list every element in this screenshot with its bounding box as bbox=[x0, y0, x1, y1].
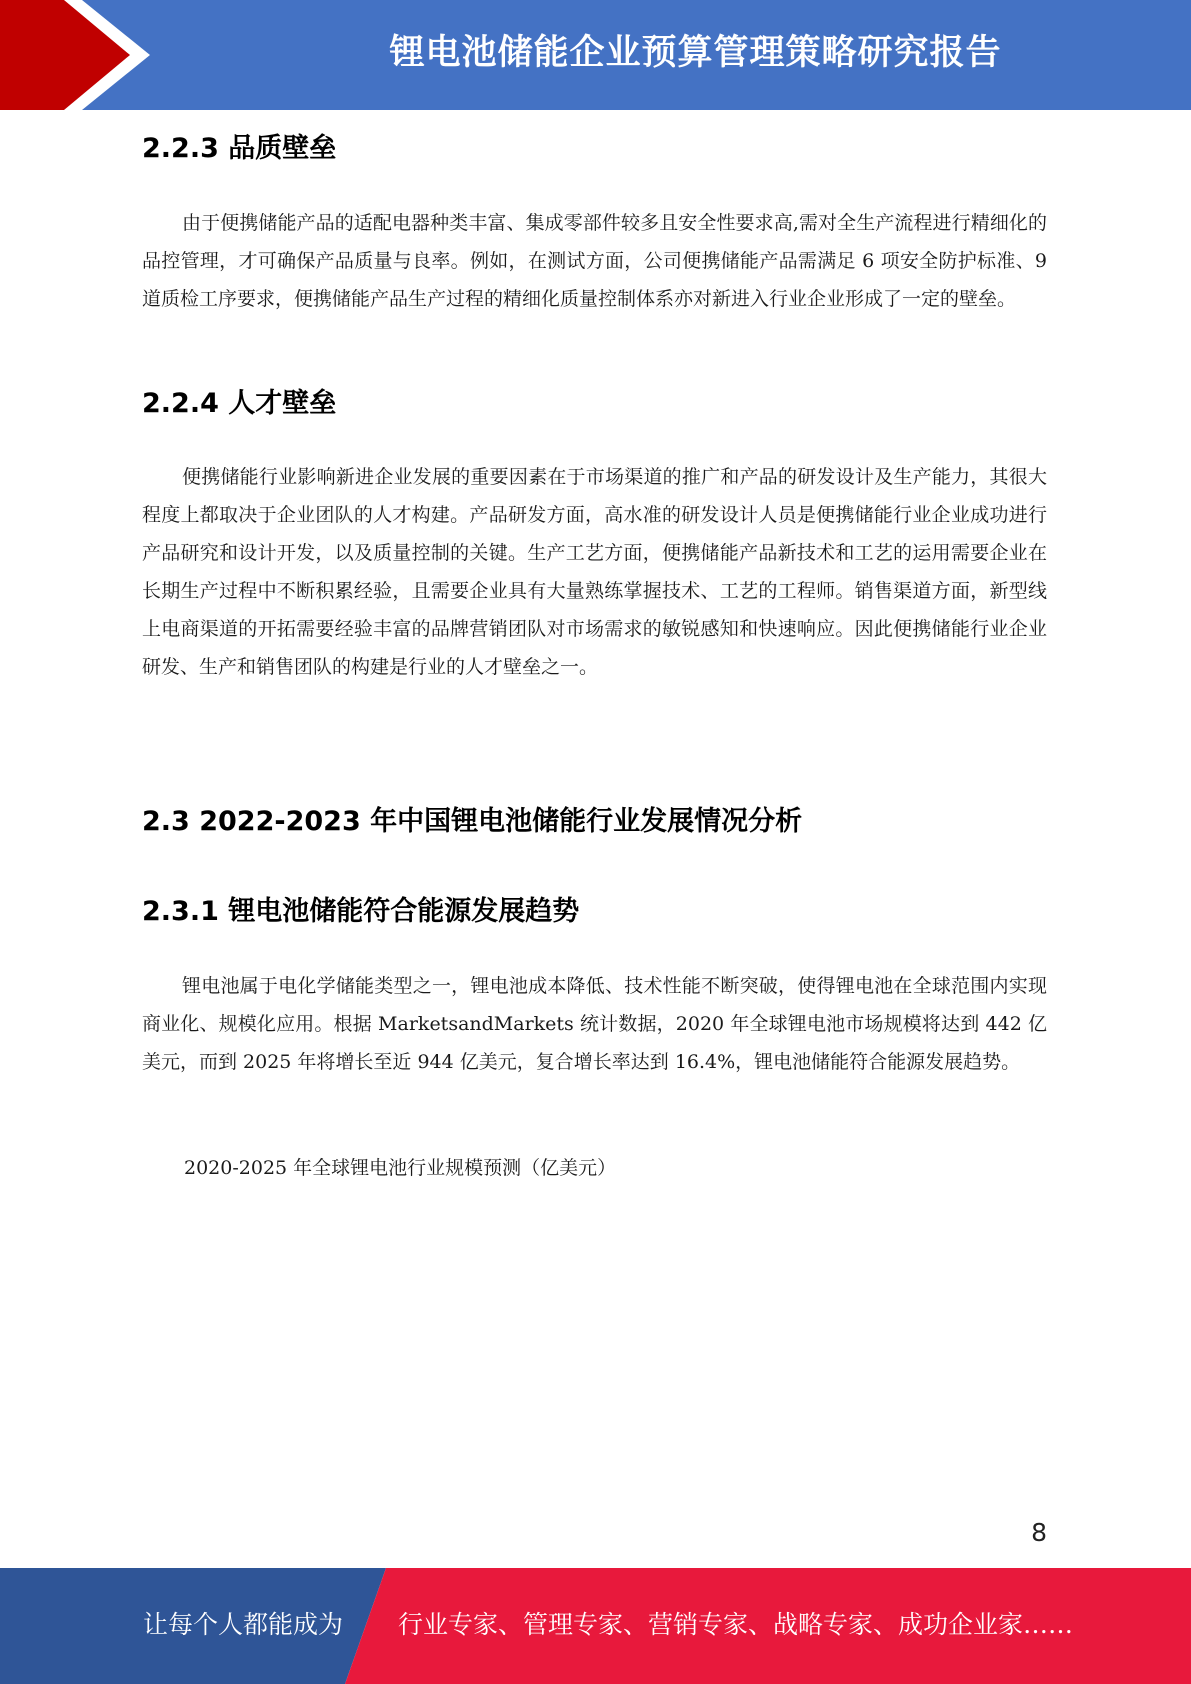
footer-slogan-right: 行业专家、管理专家、营销专家、战略专家、成功企业家…… bbox=[398, 1610, 1074, 1639]
footer-band bbox=[0, 1568, 1191, 1684]
report-title: 锂电池储能企业预算管理策略研究报告 bbox=[389, 33, 1002, 73]
header-band bbox=[0, 0, 1191, 110]
section-paragraph-2-2-3: 由于便携储能产品的适配电器种类丰富、集成零部件较多且安全性要求高,需对全生产流程进行精细化的品控管理，才可确保产品质量与良率。例如，在测试方面，公司便携储能产品需满足 6 项安全防护标准、9 道质检工序要求，便携储能产品生产过程的精细化质量控制体系亦对新进入行业企业形成了一定的壁垒。 bbox=[142, 212, 1047, 310]
section-heading-2-3: 2.3 2022-2023 年中国锂电池储能行业发展情况分析 bbox=[142, 806, 803, 837]
section-heading-2-2-4: 2.2.4 人才壁垒 bbox=[142, 388, 337, 419]
page-number: 8 bbox=[1031, 1518, 1047, 1547]
section-paragraph-2-2-4: 便携储能行业影响新进企业发展的重要因素在于市场渠道的推广和产品的研发设计及生产能力，其很大程度上都取决于企业团队的人才构建。产品研发方面，高水准的研发设计人员是便携储能行业企业成功进行产品研究和设计开发，以及质量控制的关键。生产工艺方面，便携储能产品新技术和工艺的运用需要企业在长期生产过程中不断积累经验，且需要企业具有大量熟练掌握技术、工艺的工程师。销售渠道方面，新型线上电商渠道的开拓需要经验丰富的品牌营销团队对市场需求的敏锐感知和快速响应。因此便携储能行业企业研发、生产和销售团队的构建是行业的人才壁垒之一。 bbox=[142, 466, 1047, 678]
figure-caption: 2020-2025 年全球锂电池行业规模预测（亿美元） bbox=[184, 1157, 617, 1179]
section-heading-2-3-1: 2.3.1 锂电池储能符合能源发展趋势 bbox=[142, 896, 580, 927]
header-arrow-decoration bbox=[0, 0, 160, 110]
section-paragraph-2-3-1: 锂电池属于电化学储能类型之一，锂电池成本降低、技术性能不断突破，使得锂电池在全球范围内实现商业化、规模化应用。根据 MarketsandMarkets 统计数据，2020 年全球锂电池市场规模将达到 442 亿美元，而到 2025 年将增长至近 944 亿美元，复合增长率达到 16.4%，锂电池储能符合能源发展趋势。 bbox=[142, 975, 1047, 1073]
footer-slogan-left: 让每个人都能成为 bbox=[143, 1610, 344, 1639]
section-heading-2-2-3: 2.2.3 品质壁垒 bbox=[142, 133, 337, 164]
